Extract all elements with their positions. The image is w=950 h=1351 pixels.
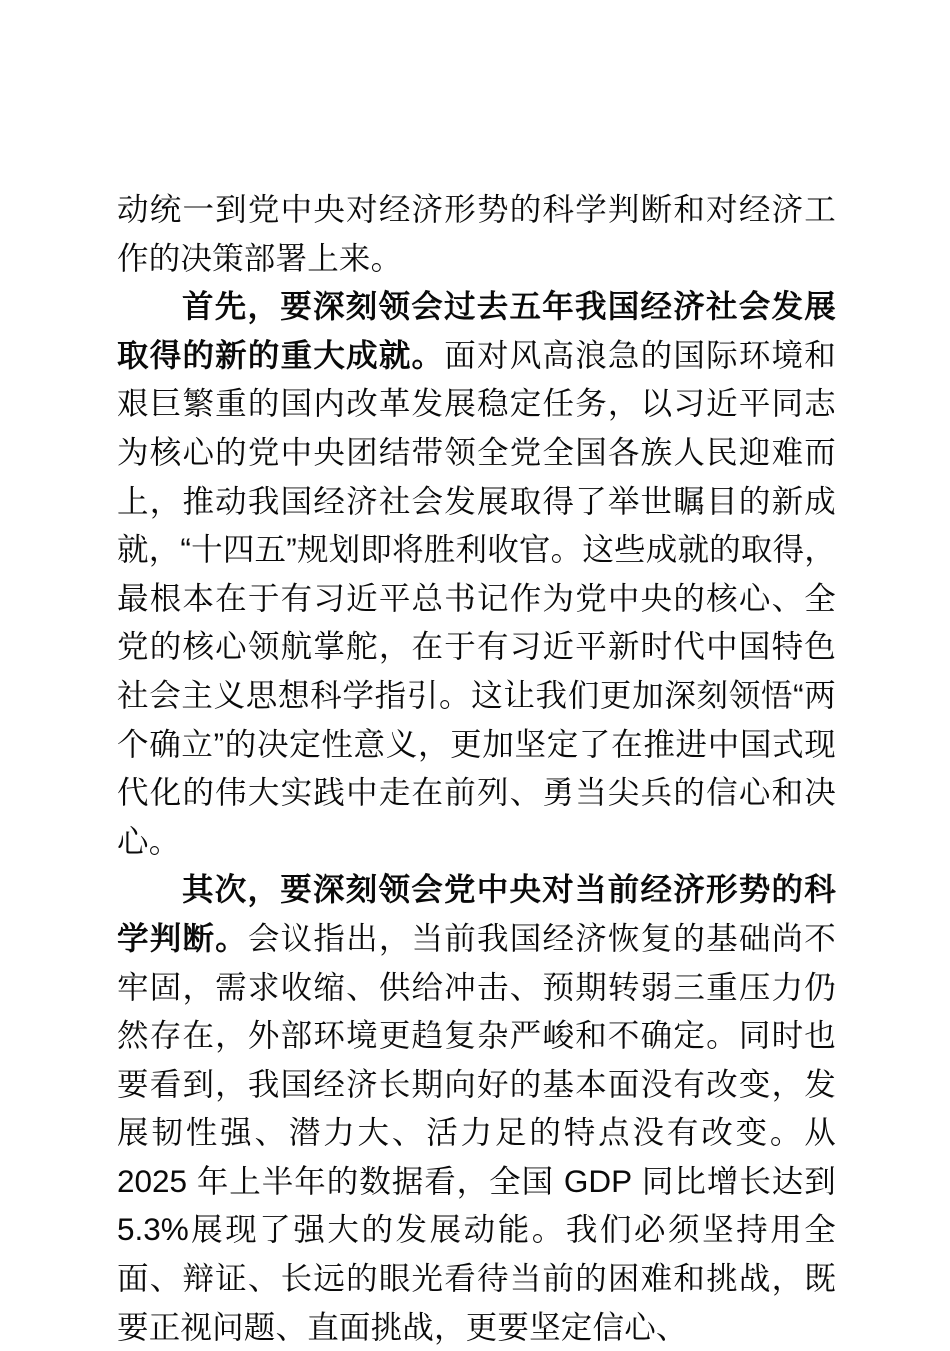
metric-gdp-label: GDP: [563, 1162, 633, 1199]
text-run: 动统一到党中央对经济形势的科学判断和对经济工作的决策部署上来。: [117, 191, 836, 276]
year-value-2025: 2025: [117, 1162, 188, 1199]
paragraph-second-point: [117, 865, 836, 1351]
growth-rate-value: 5.3%: [117, 1211, 189, 1248]
document-text-body: [117, 185, 836, 1351]
paragraph-continuation: [117, 185, 836, 282]
paragraph-first-point: [117, 282, 836, 865]
text-run: 面对风高浪急的国际环境和艰巨繁重的国内改革发展稳定任务，以习近平同志为核心的党中央团结带领全党全国各族人民迎难而上，推动我国经济社会发展取得了举世瞩目的新成就，“十四五”规划即将胜利收官。这些成就的取得，最根本在于有习近平总书记作为党中央的核心、全党的核心领航掌舵，在于有习近平新时代中国特色社会主义思想科学指引。这让我们更加深刻领悟“两个确立”的决定性意义，更加坚定了在推进中国式现代化的伟大实践中走在前列、勇当尖兵的信心和决心。: [117, 336, 836, 859]
text-run: 同比增长达到: [632, 1162, 836, 1199]
text-run: 展现了强大的发展动能。我们必须坚持用全面、辩证、长远的眼光看待当前的困难和挑战，既要正视问题、直面挑战，更要坚定信心、: [117, 1211, 836, 1345]
bold-lead-second-point: 其次，要深刻领会党中央对当前经济形势的科学判断。: [117, 871, 836, 956]
bold-lead-first-point: 首先，要深刻领会过去五年我国经济社会发展取得的新的重大成就。: [117, 288, 836, 373]
text-run: 年上半年的数据看，全国: [187, 1162, 564, 1199]
text-run: 会议指出，当前我国经济恢复的基础尚不牢固，需求收缩、供给冲击、预期转弱三重压力仍然存在，外部环境更趋复杂严峻和不确定。同时也要看到，我国经济长期向好的基本面没有改变，发展韧性强、潜力大、活力足的特点没有改变。从: [117, 919, 836, 1151]
